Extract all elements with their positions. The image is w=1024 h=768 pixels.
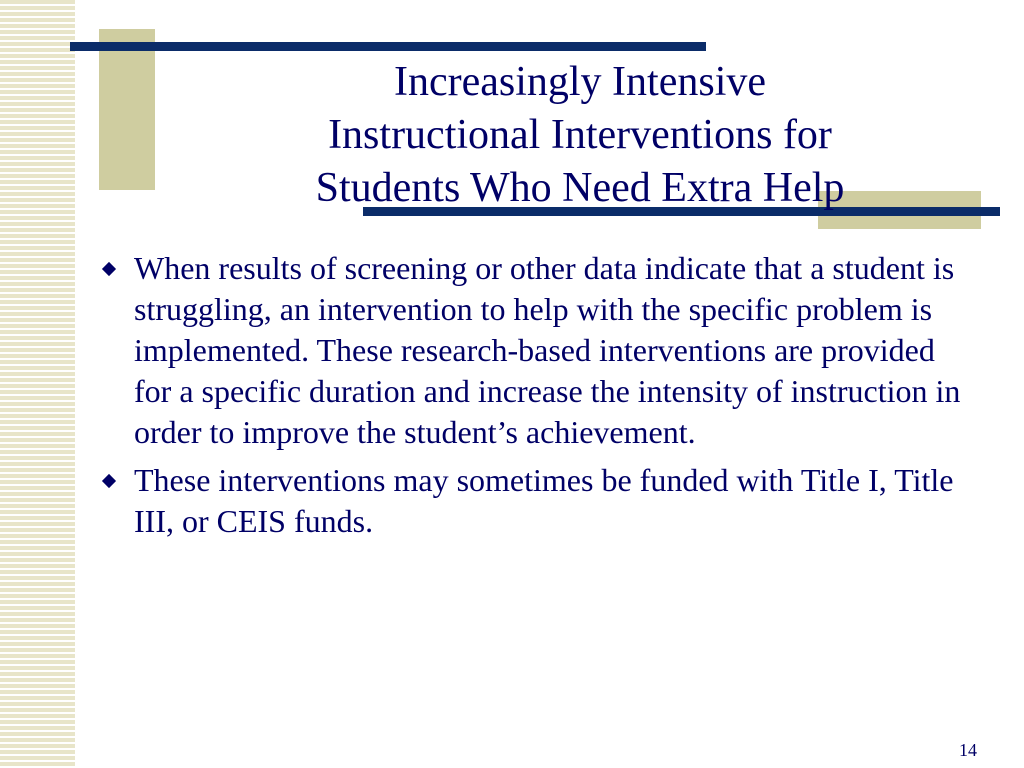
title-line: Instructional Interventions for <box>328 112 832 158</box>
diamond-bullet-icon <box>102 262 116 276</box>
title-top-rule <box>70 42 706 51</box>
title-line: Increasingly Intensive <box>393 59 767 105</box>
bullet-text: These interventions may sometimes be funded with Title I, Title III, or CEIS funds. <box>134 462 954 539</box>
title-line: Students Who Need Extra Help <box>315 165 845 211</box>
bullet-item <box>100 248 980 453</box>
bullet-list <box>100 248 980 549</box>
diamond-bullet-icon <box>102 474 116 488</box>
left-stripe-decoration <box>0 0 75 768</box>
top-left-accent-block <box>99 29 155 190</box>
bullet-text: When results of screening or other data indicate that a student is struggling, an intervention to help with the specific problem is implemented. These research-based interventions are provided for a specific duration and increase the intensity of instruction in order to improve the student’s achievement. <box>134 250 961 450</box>
bullet-item <box>100 460 980 542</box>
slide-title <box>160 56 1000 215</box>
slide-number: 14 <box>959 740 977 760</box>
